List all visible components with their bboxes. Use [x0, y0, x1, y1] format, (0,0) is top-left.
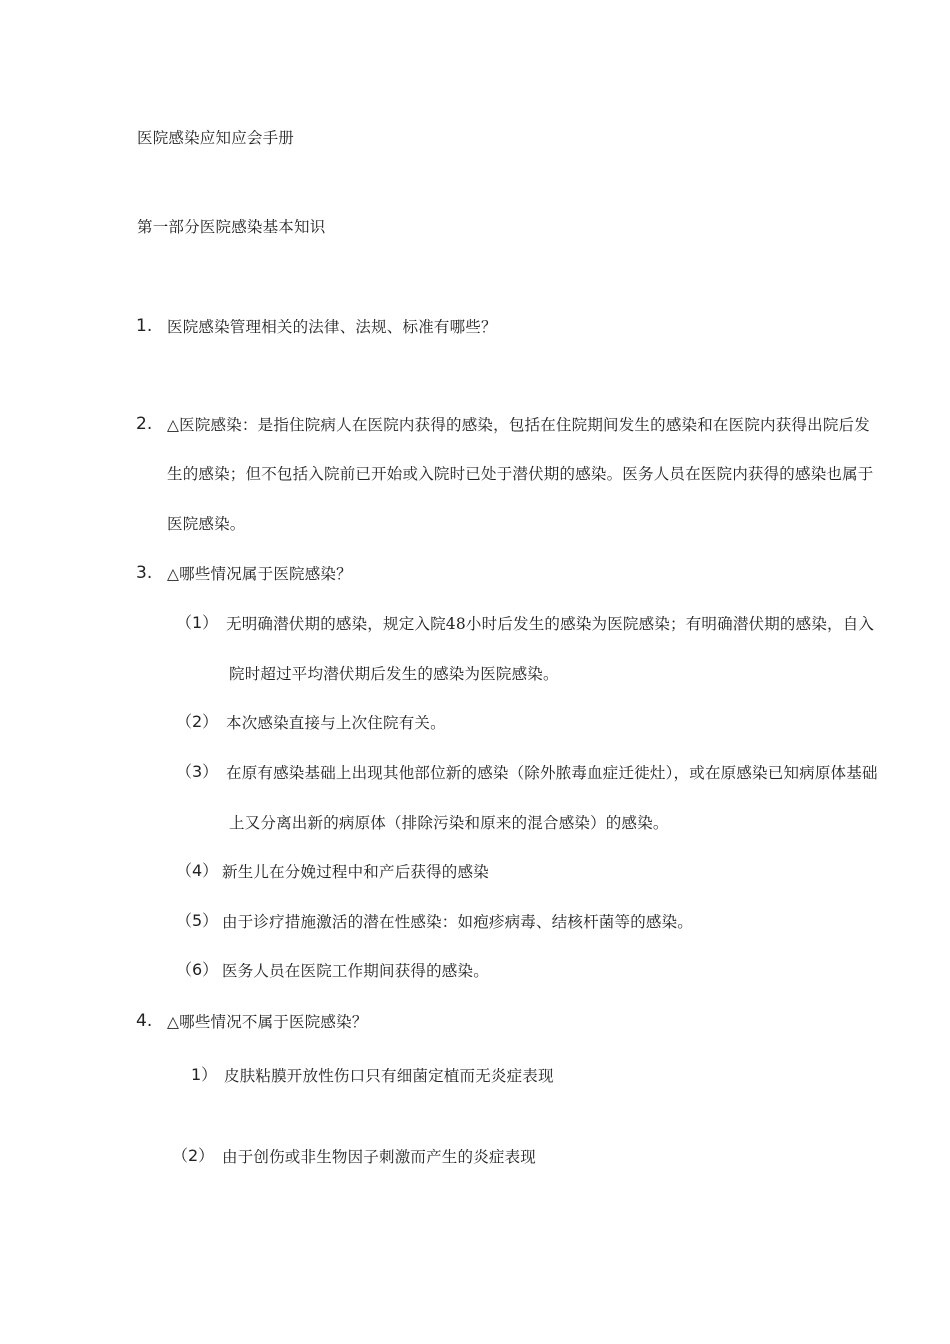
list-item-text: 院时超过平均潜伏期后发生的感染为医院感染。: [229, 665, 559, 683]
list-item-label: （4）: [176, 861, 219, 880]
list-item-label: （1）: [176, 613, 219, 632]
list-item-label: 1）: [191, 1065, 218, 1084]
list-item-label: （2）: [176, 712, 219, 731]
list-item-text: 无明确潜伏期的感染，规定入院48小时后发生的感染为医院感染；有明确潜伏期的感染，自入: [226, 615, 875, 633]
paragraph-line: △医院感染：是指住院病人在医院内获得的感染，包括在住院期间发生的感染和在医院内获得出院后发: [167, 416, 870, 434]
list-item-text: 由于创伤或非生物因子刺激而产生的炎症表现: [222, 1148, 537, 1166]
question-number: 4.: [136, 1011, 153, 1031]
list-item-label: （5）: [176, 911, 219, 930]
list-item-text: 在原有感染基础上出现其他部位新的感染（除外脓毒血症迁徙灶），或在原感染已知病原体基础: [226, 764, 878, 782]
list-item-label: （6）: [176, 960, 219, 979]
part-heading: 第一部分医院感染基本知识: [137, 218, 326, 236]
question-text: △哪些情况不属于医院感染？: [167, 1013, 368, 1031]
list-item-text: 医务人员在医院工作期间获得的感染。: [222, 962, 489, 980]
question-number: 1.: [136, 316, 153, 336]
list-item-text: 本次感染直接与上次住院有关。: [226, 714, 446, 732]
question-text: △哪些情况属于医院感染？: [167, 565, 352, 583]
list-item-text: 上又分离出新的病原体（排除污染和原来的混合感染）的感染。: [229, 814, 669, 832]
paragraph-line: 生的感染；但不包括入院前已开始或入院时已处于潜伏期的感染。医务人员在医院内获得的感染也属于: [167, 465, 874, 483]
list-item-text: 由于诊疗措施激活的潜在性感染：如疱疹病毒、结核杆菌等的感染。: [222, 913, 694, 931]
list-item-label: （3）: [176, 762, 219, 781]
list-item-text: 皮肤粘膜开放性伤口只有细菌定植而无炎症表现: [224, 1067, 554, 1085]
document-title: 医院感染应知应会手册: [137, 129, 295, 147]
question-number: 3.: [136, 563, 153, 583]
list-item-text: 新生儿在分娩过程中和产后获得的感染: [222, 863, 489, 881]
question-text: 医院感染管理相关的法律、法规、标准有哪些？: [167, 318, 497, 336]
list-item-label: （2）: [172, 1146, 215, 1165]
question-number: 2.: [136, 414, 153, 434]
paragraph-line: 医院感染。: [167, 515, 246, 533]
